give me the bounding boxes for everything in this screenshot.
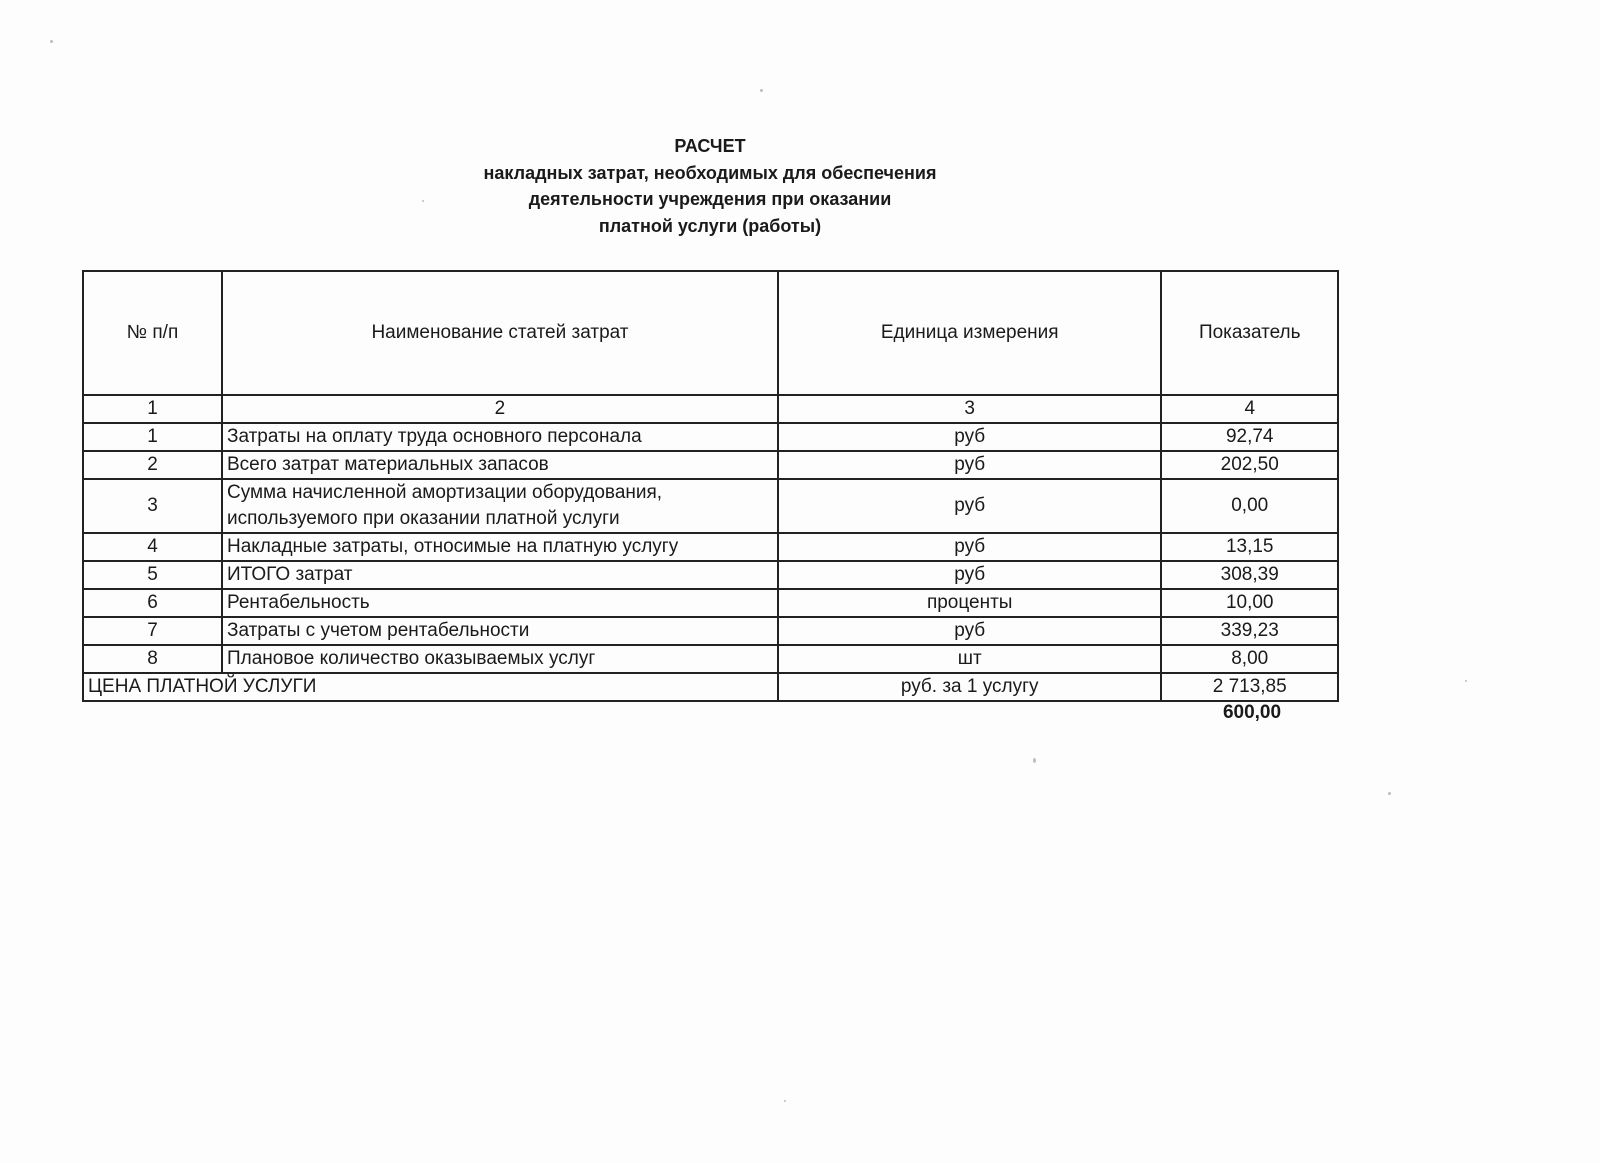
scan-speck	[1388, 792, 1391, 795]
header-unit: Единица измерения	[778, 271, 1162, 395]
table-row	[83, 451, 1338, 479]
row-name: Затраты на оплату труда основного персонала	[222, 423, 778, 451]
document-title	[0, 133, 1420, 239]
row-name: Затраты с учетом рентабельности	[222, 617, 778, 645]
row-unit: руб	[778, 479, 1162, 533]
row-num: 4	[83, 533, 222, 561]
row-unit: руб	[778, 561, 1162, 589]
row-value: 10,00	[1161, 589, 1338, 617]
row-name: Накладные затраты, относимые на платную услугу	[222, 533, 778, 561]
column-index-cell: 3	[778, 395, 1162, 423]
row-name: Рентабельность	[222, 589, 778, 617]
row-num: 1	[83, 423, 222, 451]
column-index-row	[83, 395, 1338, 423]
header-num: № п/п	[83, 271, 222, 395]
scan-speck	[50, 40, 53, 43]
table-row	[83, 617, 1338, 645]
column-index-cell: 2	[222, 395, 778, 423]
row-value: 0,00	[1161, 479, 1338, 533]
row-value: 13,15	[1161, 533, 1338, 561]
header-name: Наименование статей затрат	[222, 271, 778, 395]
scan-speck	[784, 1100, 786, 1102]
column-index-cell: 1	[83, 395, 222, 423]
table-row	[83, 533, 1338, 561]
row-value: 339,23	[1161, 617, 1338, 645]
table-row	[83, 589, 1338, 617]
title-line-3: деятельности учреждения при оказании	[528, 189, 892, 209]
row-num: 6	[83, 589, 222, 617]
price-unit: руб. за 1 услугу	[778, 673, 1162, 701]
table-row	[83, 423, 1338, 451]
title-line-1: РАСЧЕТ	[674, 136, 746, 156]
row-num: 5	[83, 561, 222, 589]
row-unit: проценты	[778, 589, 1162, 617]
row-num: 2	[83, 451, 222, 479]
column-index-cell: 4	[1161, 395, 1338, 423]
row-name: ИТОГО затрат	[222, 561, 778, 589]
table-row	[83, 561, 1338, 589]
row-num: 7	[83, 617, 222, 645]
row-unit: шт	[778, 645, 1162, 673]
price-row	[83, 673, 1338, 701]
row-num: 8	[83, 645, 222, 673]
table-row	[83, 645, 1338, 673]
row-num: 3	[83, 479, 222, 533]
scan-speck	[1033, 758, 1036, 763]
row-unit: руб	[778, 423, 1162, 451]
row-value: 202,50	[1161, 451, 1338, 479]
price-label: ЦЕНА ПЛАТНОЙ УСЛУГИ	[83, 673, 778, 701]
table-header-row	[83, 271, 1338, 395]
scan-speck	[760, 89, 763, 92]
header-value: Показатель	[1161, 271, 1338, 395]
row-unit: руб	[778, 617, 1162, 645]
row-value: 92,74	[1161, 423, 1338, 451]
cost-table	[82, 270, 1339, 702]
row-name: Всего затрат материальных запасов	[222, 451, 778, 479]
scan-speck	[422, 200, 424, 202]
price-value: 2 713,85	[1161, 673, 1338, 701]
row-value: 8,00	[1161, 645, 1338, 673]
final-price-value: 600,00	[1222, 702, 1282, 723]
row-unit: руб	[778, 451, 1162, 479]
row-value: 308,39	[1161, 561, 1338, 589]
title-line-4: платной услуги (работы)	[598, 215, 822, 236]
row-unit: руб	[778, 533, 1162, 561]
row-name: Плановое количество оказываемых услуг	[222, 645, 778, 673]
title-line-2: накладных затрат, необходимых для обеспечения	[483, 162, 937, 183]
row-name: Сумма начисленной амортизации оборудования, используемого при оказании платной услуги	[222, 479, 778, 533]
table-row	[83, 479, 1338, 533]
scan-speck	[1465, 680, 1467, 682]
